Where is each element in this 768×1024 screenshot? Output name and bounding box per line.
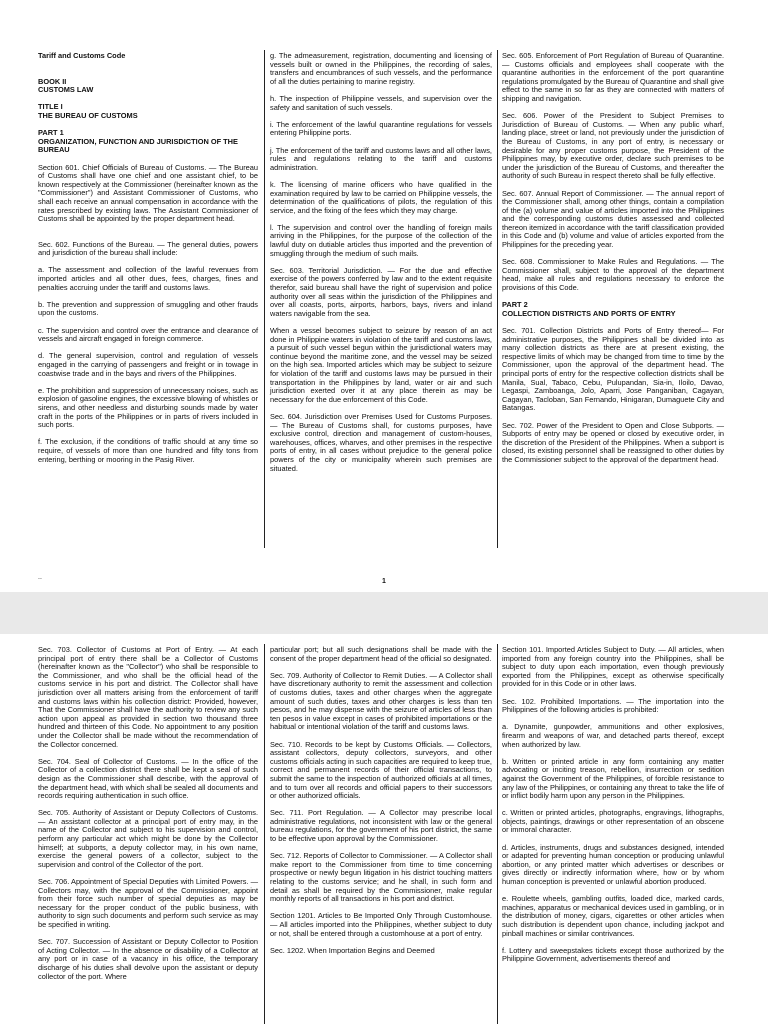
- corner-mark: ..: [38, 574, 42, 581]
- page-separator: [0, 592, 768, 634]
- list-paragraph: d. The general supervision, control and regulation of vessels engaged in the carrying of passengers and freight or in towage in coastwise trade and in the bays and rivers of the Philippines.: [38, 351, 258, 378]
- book-heading: BOOK II CUSTOMS LAW: [38, 76, 94, 95]
- list-paragraph: h. The inspection of Philippine vessels, and supervision over the safety and sanitation of such vessels.: [270, 93, 492, 112]
- list-paragraph: d. Articles, instruments, drugs and substances designed, intended or adapted for preventing human conception or producing unlawful abortion, or any printed matter which advertises or describes or gives directly or indirectly information where, how or by whom human conception is prevented or unlawful abortion produced.: [502, 842, 724, 887]
- list-paragraph: l. The supervision and control over the handling of foreign mails arriving in the Philippines, for the purpose of the collection of the lawful duty on dutiable articles thus imported and the prevention of smuggling through the medium of such mails.: [270, 222, 492, 258]
- section-paragraph: Sec. 711. Port Regulation. — A Collector may prescribe local administrative regulations, not inconsistent with law or the general bureau regulations, for the government of his port district, the same to be effective upon approval by the Commissioner.: [270, 808, 492, 844]
- section-paragraph: Sec. 709. Authority of Collector to Remit Duties. — A Collector shall have discretionary authority to remit the assessment and collection of customs duties, taxes and other charges when the aggregate amount of such duties, taxes and other charges is less than ten pesos, and he may dispense with the seizure of articles of less than ten pesos in value except in cases of prohibited importations or the habitual or intentional violation of the tariff and customs laws.: [270, 670, 492, 732]
- list-paragraph: b. The prevention and suppression of smuggling and other frauds upon the customs.: [38, 299, 258, 318]
- part-heading: PART 2 COLLECTION DISTRICTS AND PORTS OF ENTRY: [502, 300, 676, 318]
- title-heading: TITLE I THE BUREAU OF CUSTOMS: [38, 102, 138, 120]
- list-paragraph: e. The prohibition and suppression of unnecessary noises, such as explosion of gasoline engines, the excessive blowing of whistles or sirens, and other needless and disturbing sounds made by water craft in the ports of the Philippines or in parts of rivers included in such ports.: [38, 385, 258, 430]
- section-paragraph: Sec. 701. Collection Districts and Ports of Entry thereof— For administrative purposes, the Philippines shall be divided into as many collection districts as there are at present existing, the respective limits of which may be changed from time to time by the Commissioner, upon the approval of the department head. The principal ports of entry for the respective collection districts shall be Manila, Sual, Tabaco, Cebu, Pulupandan, Sia-in, Iloilo, Davao, Legaspi, Zamboanga, Jolo, Aparri, Jose Panganiban, Cagayan, Cagayan, Tacloban, San Fernando, Hinigaran, Dumaguete City and Batangas.: [502, 326, 724, 413]
- list-paragraph: a. The assessment and collection of the lawful revenues from imported articles and all other dues, fees, charges, fines and penalties accruing under the tariff and customs laws.: [38, 265, 258, 292]
- section-paragraph: Sec. 703. Collector of Customs at Port of Entry. — At each principal port of entry there shall be a Collector of Customs (hereinafter known as the "Collector") who shall be responsible to the Commissioner, and who shall be the official head of the customs service in his port and district. The Collector shall have jurisdiction over all matters arising from the enforcement of tariff and customs laws within his collection district: Provided, however, That the Commissioner shall have the authority to review any such action upon appeal as provided in section two thousand three hundred and thirteen of this Code. No appointment to any position under the Collector shall be made without the recommendation of the Collector concerned.: [38, 645, 258, 749]
- section-paragraph: Sec. 606. Power of the President to Subject Premises to Jurisdiction of Bureau of Customs. — When any public wharf, landing place, street or land, not previously under the jurisdiction of the Bureau of Customs, in any port of entry, is necessary or desirable for any proper customs purpose, the President of the Philippines may, by executive order, declare such premises to be under the jurisdiction of the Bureau of Customs, and thereafter the authority of such Bureau in respect thereto shall be fully effective.: [502, 111, 724, 181]
- list-paragraph: f. The exclusion, if the conditions of traffic should at any time so require, of vessels of more than one hundred and fifty tons from entering, berthing or mooring in the Pasig River.: [38, 437, 258, 464]
- list-paragraph: g. The admeasurement, registration, documenting and licensing of vessels built or owned in the Philippines, the recording of sales, transfers and encumbrances of such vessels, and the performance of all the duties pertaining to marine registry.: [270, 51, 492, 86]
- column-divider: [497, 644, 498, 1024]
- list-paragraph: c. The supervision and control over the entrance and clearance of vessels and aircraft engaged in foreign commerce.: [38, 325, 258, 344]
- column-divider: [264, 50, 265, 548]
- section-paragraph: Sec. 607. Annual Report of Commissioner. — The annual report of the Commissioner shall, among other things, contain a compilation of the (a) volume and value of articles imported into the Philippines and the corresponding customs duties assessed and collected thereon itemized in accordance with the tariff classification provided in this Code and (b) volume and value of articles exported from the Philippines for the preceding year.: [502, 188, 724, 250]
- section-paragraph: Sec. 702. Power of the President to Open and Close Subports. — Subports of entry may be opened or closed by executive order, in the discretion of the President of the Philippines. When a subport is closed, its existing personnel shall be reassigned to other duties by the Commissioner subject to the approval of the department head.: [502, 420, 724, 464]
- section-paragraph: Sec. 706. Appointment of Special Deputies with Limited Powers. — Collectors may, with the approval of the Commissioner, appoint from their force such number of special deputies as may be necessary for the proper conduct of the public business, with authority to sign such documents and perform such service as may be specified in writing.: [38, 877, 258, 929]
- section-paragraph: Sec. 707. Succession of Assistant or Deputy Collector to Position of Acting Collector. — In the absence or disability of a Collector at any port or in case of a vacancy in his office, the temporary discharge of his duties shall devolve upon the assistant or deputy collector of the port. Where: [38, 937, 258, 981]
- page-number: 1: [382, 578, 386, 585]
- page2-column-2: [270, 646, 492, 964]
- section-paragraph: particular port; but all such designations shall be made with the consent of the proper department head of the official so designated.: [270, 645, 492, 663]
- section-paragraph: Sec. 704. Seal of Collector of Customs. — In the office of the Collector of a collection district there shall be kept a seal of such design as the Commissioner shall describe, with the approval of the department head, with which shall be sealed all documents and records requiring authentication in such office.: [38, 756, 258, 801]
- list-paragraph: k. The licensing of marine officers who have qualified in the examination required by law to be carried on Philippine vessels, the determination of the qualifications of pilots, the regulation of this service, and the fixing of the fees which they may charge.: [270, 179, 492, 215]
- page1-column-1: [38, 52, 258, 473]
- section-paragraph: Section 601. Chief Officials of Bureau of Customs. — The Bureau of Customs shall have one chief and one assistant chief, to be known respectively at the Commissioner (hereinafter known as the "Commissioner") and Assistant Commissioner of Customs, who shall each receive an annual compensation in accordance with the rates prescribed by existing laws. The Assistant Commissioner of Customs shall be appointed by the proper department head.: [38, 162, 258, 224]
- part-heading: PART 1 ORGANIZATION, FUNCTION AND JURISDICTION OF THE BUREAU: [38, 128, 238, 155]
- section-paragraph: Sec. 102. Prohibited Importations. — The importation into the Philippines of the following articles is prohibited:: [502, 696, 724, 715]
- list-paragraph: e. Roulette wheels, gambling outfits, loaded dice, marked cards, machines, apparatus or mechanical devices used in gambling, or in the distribution of money, cigars, cigarettes or other articles when such distribution is dependent upon chance, including jackpot and pinball machines or similar contrivances.: [502, 894, 724, 938]
- list-paragraph: j. The enforcement of the tariff and customs laws and all other laws, rules and regulations relating to the tariff and customs administration.: [270, 145, 492, 172]
- list-paragraph: f. Lottery and sweepstakes tickets except those authorized by the Philippine Government, advertisements thereof and: [502, 945, 724, 964]
- section-paragraph: Sec. 710. Records to be kept by Customs Officials. — Collectors, assistant collectors, deputy collectors, surveyors, and other customs officials acting in such capacities are required to keep true, correct and permanent records of their official transactions, to submit the same to the inspection of authorized officials at all times, and to turn over all records and official papers to their successors or other authorized officials.: [270, 739, 492, 801]
- column-divider: [264, 644, 265, 1024]
- section-paragraph: Sec. 608. Commissioner to Make Rules and Regulations. — The Commissioner shall, subject to the approval of the department head, make all rules and regulations necessary to enforce the provisions of this Code.: [502, 257, 724, 293]
- list-paragraph: i. The enforcement of the lawful quarantine regulations for vessels entering Philippine ports.: [270, 119, 492, 138]
- section-paragraph: Sec. 1202. When Importation Begins and Deemed: [270, 945, 435, 955]
- page1-column-3: [502, 52, 724, 473]
- section-paragraph: Section 101. Imported Articles Subject to Duty. — All articles, when imported from any foreign country into the Philippines, shall be subject to duty upon each importation, even though previously exported from the Philippines, except as otherwise specifically provided for in this Code or in other laws.: [502, 645, 724, 689]
- section-paragraph: Section 1201. Articles to Be Imported Only Through Customhouse. — All articles imported into the Philippines, whether subject to duty or not, shall be entered through a customhouse at a port of entry.: [270, 911, 492, 938]
- page2-column-3: [502, 646, 724, 973]
- document-page-2: [0, 634, 768, 1024]
- page2-column-1: [38, 646, 258, 990]
- list-paragraph: b. Written or printed article in any form containing any matter advocating or inciting treason, rebellion, insurrection or sedition against the Government of the Philippines, of forcible resistance to any law of the Philippines, or containing any threat to take the life of or inflict bodily harm upon any person in the Philippines.: [502, 756, 724, 801]
- section-paragraph: Sec. 602. Functions of the Bureau. — The general duties, powers and jurisdiction of the bureau shall include:: [38, 239, 258, 258]
- section-paragraph: Sec. 605. Enforcement of Port Regulation of Bureau of Quarantine. — Customs officials and employees shall cooperate with the quarantine authorities in the enforcement of the port quarantine regulations promulgated by the Bureau of Quarantine and shall give effect to the same in so far as they are connected with matters of shipping and navigation.: [502, 51, 724, 103]
- section-paragraph: Sec. 705. Authority of Assistant or Deputy Collectors of Customs. — An assistant collector at a principal port of entry may, in the name of the Collector and subject to his supervision and control, perform any particular act which might be done by the Collector himself; at subports, a deputy collector may, in his own name, exercise the general powers of a collector, subject to the supervision and control of the Collector of the port.: [38, 808, 258, 869]
- column-divider: [497, 50, 498, 548]
- section-paragraph: When a vessel becomes subject to seizure by reason of an act done in Philippine waters in violation of the tariff and customs laws, a pursuit of such vessel begun within the jurisdictional waters may continue beyond the maritime zone, and the vessel may be seized on the high sea. Imported articles which may be subject to seizure for violation of the tariff and customs laws may be pursued in their transportation in the Philippines by land, water or air and such jurisdiction exerted over it at any place therein as may be necessary for the due enforcement of this Code.: [270, 326, 492, 404]
- page1-column-2: [270, 52, 492, 482]
- document-title: Tariff and Customs Code: [38, 51, 126, 60]
- section-paragraph: Sec. 604. Jurisdiction over Premises Used for Customs Purposes. — The Bureau of Customs shall, for customs purposes, have exclusive control, direction and management of custom-houses, warehouses, offices, wharves, and other premises in the respective ports of entry, in all cases without prejudice to the general police powers of the city or municipality wherein such premises are situated.: [270, 411, 492, 473]
- section-paragraph: Sec. 712. Reports of Collector to Commissioner. — A Collector shall make report to the Commissioner from time to time concerning prospective or newly begun litigation in his district touching matters relating to the customs service; and he shall, in such form and detail as shall be required by the Commissioner, make regular monthly reports of all transactions in his port and district.: [270, 851, 492, 904]
- list-paragraph: c. Written or printed articles, photographs, engravings, lithographs, objects, paintings, drawings or other representation of an obscene or immoral character.: [502, 808, 724, 835]
- section-paragraph: Sec. 603. Territorial Jurisdiction. — For the due and effective exercise of the powers conferred by law and to the extent requisite therefor, said bureau shall have the right of supervision and police authority over all seas within the jurisdiction of the Philippines and over all coasts, ports, airports, harbors, bays, rivers and inland waters navigable from the sea.: [270, 265, 492, 318]
- list-paragraph: a. Dynamite, gunpowder, ammunitions and other explosives, firearm and weapons of war, and detached parts thereof, except when authorized by law.: [502, 722, 724, 749]
